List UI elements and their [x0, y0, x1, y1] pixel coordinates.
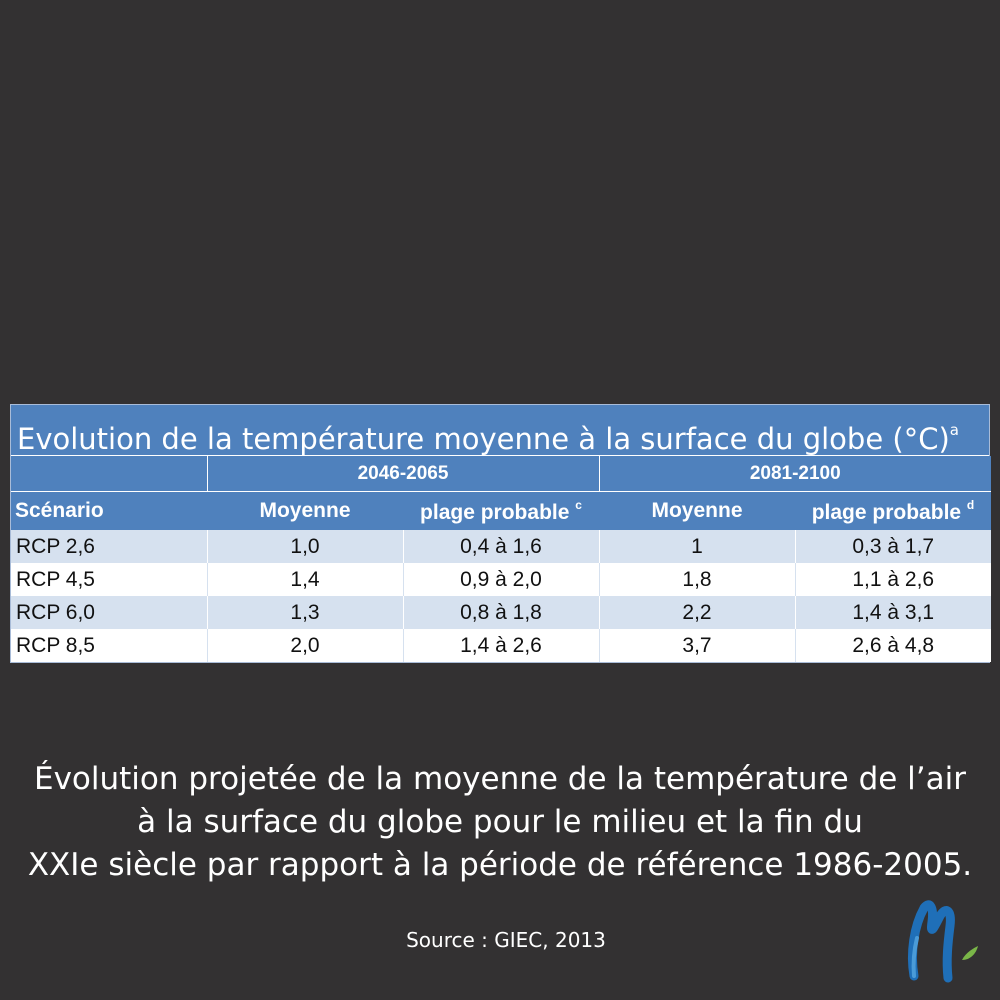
header-range-2-text: plage probable — [811, 500, 962, 524]
cell-range-1: 0,8 à 1,8 — [403, 596, 599, 629]
cell-mean-2: 3,7 — [599, 629, 795, 662]
cell-scenario: RCP 2,6 — [11, 530, 207, 563]
cell-mean-2: 1,8 — [599, 563, 795, 596]
header-scenario: Scénario — [11, 492, 207, 531]
period-header-row — [11, 456, 991, 492]
cell-scenario: RCP 6,0 — [11, 596, 207, 629]
caption-line-2: à la surface du globe pour le milieu et la fin du — [137, 804, 863, 840]
period-header-2: 2081-2100 — [599, 456, 991, 492]
header-mean-1: Moyenne — [207, 492, 403, 531]
header-range-2 — [795, 492, 991, 531]
caption-line-1: Évolution projetée de la moyenne de la température de l’air — [33, 761, 966, 797]
table-title-text: Evolution de la température moyenne à la surface du globe (°C) — [17, 422, 950, 456]
cell-mean-1: 1,4 — [207, 563, 403, 596]
header-range-2-footnote: d — [966, 497, 975, 512]
cell-range-1: 1,4 à 2,6 — [403, 629, 599, 662]
table-title-footnote: a — [949, 421, 959, 439]
caption — [0, 758, 1000, 887]
cell-mean-1: 1,3 — [207, 596, 403, 629]
cell-scenario: RCP 8,5 — [11, 629, 207, 662]
cell-range-2: 1,1 à 2,6 — [795, 563, 991, 596]
temperature-table — [10, 404, 990, 663]
header-mean-2: Moyenne — [599, 492, 795, 531]
cell-mean-1: 2,0 — [207, 629, 403, 662]
cell-range-2: 1,4 à 3,1 — [795, 596, 991, 629]
period-header-1: 2046-2065 — [207, 456, 599, 492]
header-range-1-footnote: c — [575, 497, 582, 512]
table-row — [11, 530, 991, 563]
header-range-1 — [403, 492, 599, 531]
cell-range-1: 0,4 à 1,6 — [403, 530, 599, 563]
cell-mean-2: 1 — [599, 530, 795, 563]
source-note: Source : GIEC, 2013 — [406, 928, 606, 952]
cell-range-2: 0,3 à 1,7 — [795, 530, 991, 563]
period-header-empty — [11, 456, 207, 492]
caption-line-3: XXIe siècle par rapport à la période de référence 1986-2005. — [27, 847, 973, 883]
cell-scenario: RCP 4,5 — [11, 563, 207, 596]
table-title — [11, 405, 989, 456]
table-row — [11, 596, 991, 629]
table-row — [11, 563, 991, 596]
cell-range-2: 2,6 à 4,8 — [795, 629, 991, 662]
brand-logo-icon — [900, 898, 980, 988]
column-header-row — [11, 492, 991, 531]
table-row — [11, 629, 991, 662]
cell-mean-1: 1,0 — [207, 530, 403, 563]
data-table — [11, 456, 991, 662]
cell-range-1: 0,9 à 2,0 — [403, 563, 599, 596]
cell-mean-2: 2,2 — [599, 596, 795, 629]
header-range-1-text: plage probable — [420, 500, 570, 524]
